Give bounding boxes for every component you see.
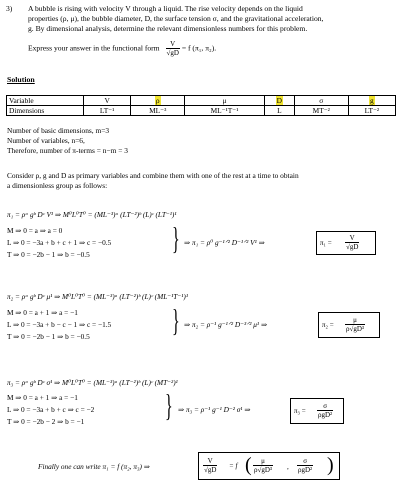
pi2-answer-box [318,312,380,338]
pi1-row-l: L ⇒ 0 = −3a + b + c + 1 ⇒ c = −0.5 [7,238,112,247]
dimension-cell: MT⁻² [294,106,348,116]
row-label-variable: Variable [7,96,84,106]
pi2-row-t: T ⇒ 0 = −2b − 1 ⇒ b = −0.5 [7,332,90,341]
pi3-row-t: T ⇒ 0 = −2b − 2 ⇒ b = −1 [7,417,85,426]
variable-cell-highlighted: ρ [155,96,160,105]
table-cell [348,96,395,106]
dimension-cell: L [264,106,294,116]
dimension-cell: ML⁻³ [131,106,185,116]
count-pi-terms: Therefore, number of π-terms = n−m = 3 [7,146,128,155]
pi3-equation: π₃ = ρᵃ gᵇ Dᶜ σ¹ ⇒ M⁰L⁰T⁰ = (ML⁻³)ᵃ (LT⁻²)ᵇ (L)ᶜ (MT⁻²)¹ [7,378,178,387]
table-cell [294,96,348,106]
pi2-row-l: L ⇒ 0 = −3a + b − c − 1 ⇒ c = −1.5 [7,320,112,329]
final-arg2-den: ρgD² [298,466,313,474]
pi3-brace: } [165,387,173,423]
final-arg1-num: μ [253,457,273,466]
count-variables: Number of variables, n=6, [7,136,85,145]
pi1-box-fraction [345,234,359,251]
pi3-box-num: σ [317,402,333,411]
variable-cell-highlighted: D [276,96,282,105]
consider-line-2: a dimensionless group as follows: [7,181,108,190]
final-comma: , [287,463,289,471]
table-row-dimensions [7,106,396,116]
functional-form-den: √gD [166,49,179,57]
problem-line-1: A bubble is rising with velocity V through a liquid. The rise velocity depends on the liquid [28,4,303,13]
pi2-row-m: M ⇒ 0 = a + 1 ⇒ a = −1 [7,308,78,317]
final-arg1-den: ρ√gD³ [254,466,272,474]
final-statement: Finally one can write π₁ = f (π₂, π₃) ⇒ [38,462,150,471]
pi1-result: ⇒ π₁ = ρ⁰ g⁻¹ᐟ² D⁻¹ᐟ² V¹ ⇒ [184,238,265,247]
variable-cell-highlighted: g [370,96,374,105]
dimension-cell: LT⁻² [348,106,395,116]
table-cell [84,96,131,106]
pi1-row-m: M ⇒ 0 = a ⇒ a = 0 [7,226,63,235]
table-cell [185,96,265,106]
pi2-box-den: ρ√gD³ [346,325,364,333]
functional-form-rhs: = f (π₁, π₂). [181,43,217,53]
final-open-paren: ( [245,454,252,476]
final-close-paren: ) [327,454,334,476]
final-eq-f: = f [229,462,238,470]
pi3-row-m: M ⇒ 0 = a + 1 ⇒ a = −1 [7,393,78,402]
pi1-box-lhs: π₁ = [320,239,332,247]
pi3-box-lhs: π₃ = [294,407,306,415]
dimensions-table [6,95,396,116]
table-row-variables [7,96,396,106]
consider-line-1: Consider ρ, g and D as primary variables and combine them with one of the rest at a time to obtain [7,171,299,180]
final-lhs-fraction [203,457,217,474]
problem-number: 3) [6,4,13,13]
pi3-box-den: ρgD² [318,411,333,419]
pi2-box-num: μ [345,316,365,325]
problem-line-3: g. By dimensional analysis, determine the relevant dimensionless numbers for this problem. [28,24,308,33]
final-arg1-fraction [253,457,273,474]
pi2-result: ⇒ π₂ = ρ⁻¹ g⁻¹ᐟ² D⁻³ᐟ² μ¹ ⇒ [184,320,268,329]
pi2-box-lhs: π₂ = [322,321,334,329]
problem-line-4 [28,40,216,57]
count-dimensions: Number of basic dimensions, m=3 [7,126,110,135]
final-lhs-den: √gD [204,466,217,474]
pi1-brace: } [172,220,180,256]
solution-title: Solution [7,75,35,84]
variable-cell: μ [222,96,227,105]
table-cell [264,96,294,106]
problem-statement [6,4,396,68]
pi3-box-fraction [317,402,333,419]
final-arg2-fraction [297,457,313,474]
functional-form-fraction [166,40,180,57]
pi3-result: ⇒ π₃ = ρ⁻¹ g⁻¹ D⁻² σ¹ ⇒ [178,405,251,414]
pi1-row-t: T ⇒ 0 = −2b − 1 ⇒ b = −0.5 [7,250,90,259]
pi3-answer-box [290,398,344,424]
variable-cell: V [104,96,110,105]
final-answer-box [198,452,340,480]
pi1-equation: π₁ = ρᵃ gᵇ Dᶜ V¹ ⇒ M⁰L⁰T⁰ = (ML⁻³)ᵃ (LT⁻²)ᵇ (L)ᶜ (LT⁻¹)¹ [7,210,177,219]
pi2-equation: π₂ = ρᵃ gᵇ Dᶜ μ¹ ⇒ M⁰L⁰T⁰ = (ML⁻³)ᵃ (LT⁻²)ᵇ (L)ᶜ (ML⁻¹T⁻¹)¹ [7,292,189,301]
pi2-box-fraction [345,316,365,333]
variable-cell: σ [319,96,324,105]
pi1-answer-box [316,231,376,255]
final-arg2-num: σ [297,457,313,466]
functional-form-num: V [166,40,180,49]
pi1-box-den: √gD [346,243,359,251]
row-label-dimensions: Dimensions [7,106,84,116]
final-lhs-num: V [203,457,217,466]
problem-line-2: properties (ρ, μ), the bubble diameter, D, the surface tension σ, and the gravitational acceleration, [28,14,324,23]
dimension-cell: ML⁻¹T⁻¹ [185,106,265,116]
pi1-box-num: V [345,234,359,243]
table-cell [131,96,185,106]
pi3-row-l: L ⇒ 0 = −3a + b + c ⇒ c = −2 [7,405,95,414]
pi2-brace: } [172,302,180,338]
problem-line-4-text: Express your answer in the functional form [28,43,160,53]
dimension-cell: LT⁻¹ [84,106,131,116]
